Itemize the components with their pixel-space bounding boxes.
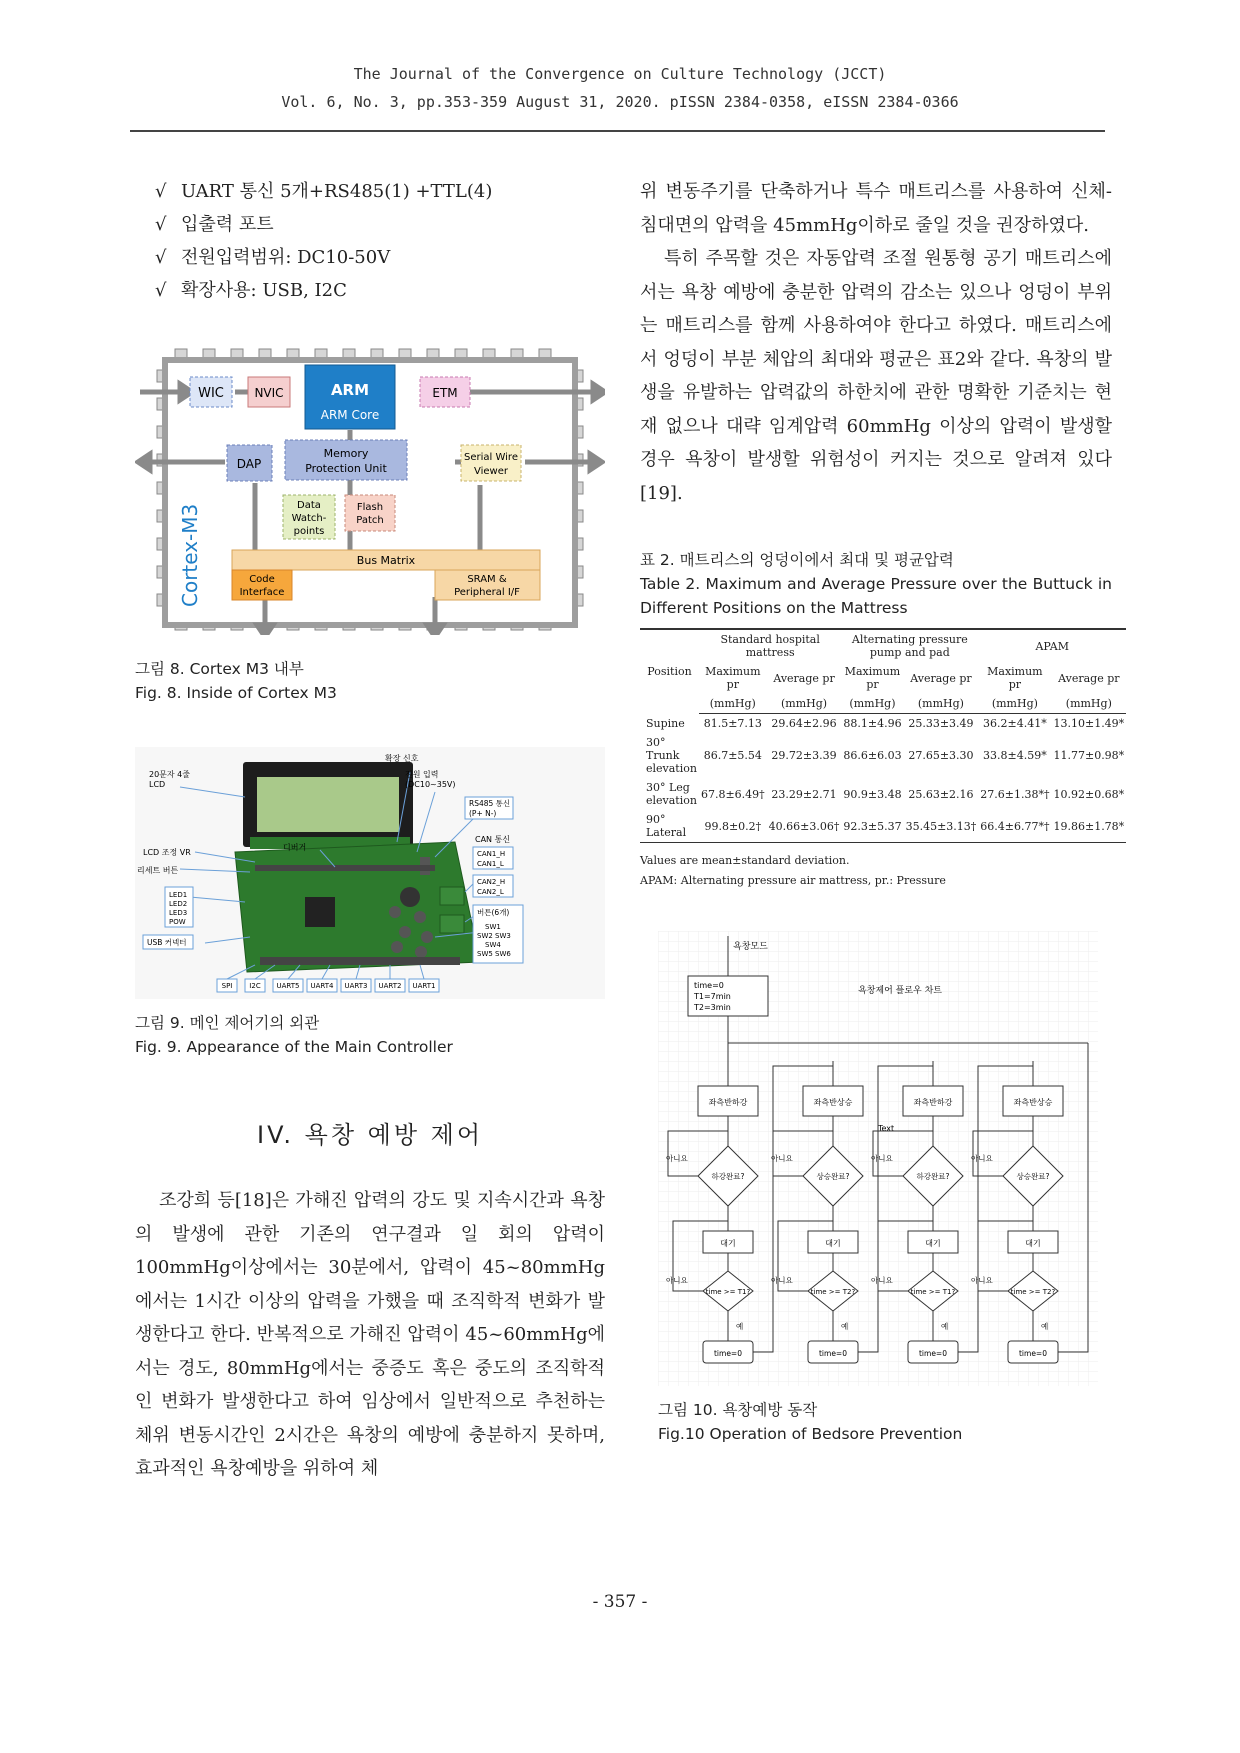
pressure-table: Position Standard hospital mattress Alternating pressure pump and pad APAM Maximum pr Average pr Maximum pr Average pr Maximum pr Average pr (mmHg) (mmHg) (mmHg) (mmHg) (mmHg) (mmHg) Supine 81.5±7.13 29.64±2.96 88.1±4.96 25.33±3.49 36.2±4.41* 13.10±1.49* 30° Trunk elevation 86.7±5.54 29.72±3.39 86.6±6.03 27.65±3.30 33.8±4.59* 11.77±0.98* 30° Leg elevation 67.8±6.49† 23.29±2.71 90.9±3.48 25.63±2.16 27.6±1.38*† 10.92±0.68* 90° Lateral 99.8±0.2† 40.66±3.06† 92.3±5.37 35.45±3.13† 66.4±6.77*† 19.86±1.78*	[640, 628, 1126, 843]
table-row: 30° Trunk elevation 86.7±5.54 29.72±3.39 86.6±6.03 27.65±3.30 33.8±4.59* 11.77±0.98*	[646, 736, 1125, 775]
svg-text:SW2 SW3: SW2 SW3	[477, 932, 511, 940]
svg-text:대기: 대기	[825, 1239, 841, 1248]
right-paragraph-1: 위 변동주기를 단축하거나 특수 매트리스를 사용하여 신체-침대면의 압력을 45mmHg이하로 줄일 것을 권장하였다.	[640, 181, 1112, 236]
svg-text:20문자 4줄: 20문자 4줄	[149, 770, 190, 779]
svg-text:Flash: Flash	[356, 502, 384, 513]
svg-text:DAP: DAP	[236, 457, 262, 471]
svg-text:아니요: 아니요	[771, 1276, 793, 1285]
svg-text:Protection Unit: Protection Unit	[305, 462, 387, 475]
svg-text:아니요: 아니요	[666, 1276, 688, 1285]
svg-text:Data: Data	[297, 500, 321, 511]
svg-text:time >= T2?: time >= T2?	[810, 1288, 856, 1296]
svg-text:(P+ N-): (P+ N-)	[469, 809, 497, 818]
svg-text:ETM: ETM	[432, 386, 458, 400]
cortex-m3-diagram	[135, 345, 605, 635]
svg-text:Bus Matrix: Bus Matrix	[356, 554, 416, 567]
svg-text:(DC10~35V): (DC10~35V)	[405, 780, 456, 789]
list-item: √ 전원입력범위: DC10-50V	[155, 247, 391, 268]
svg-text:POW: POW	[169, 918, 186, 926]
svg-text:time >= T1?: time >= T1?	[705, 1288, 751, 1296]
svg-text:디버거: 디버거	[283, 843, 307, 852]
svg-text:ARM Core: ARM Core	[320, 408, 380, 422]
list-item: √ UART 통신 5개+RS485(1) +TTL(4)	[155, 181, 493, 202]
right-column	[640, 175, 1125, 1446]
svg-text:Memory: Memory	[323, 447, 369, 460]
svg-text:LED1: LED1	[169, 891, 188, 899]
fig10-caption: 그림 10. 욕창예방 동작 Fig.10 Operation of Bedsore Prevention	[658, 1401, 963, 1443]
figure-10	[658, 931, 1112, 1386]
svg-text:time=0: time=0	[713, 1349, 743, 1358]
table-notes: Values are mean±standard deviation. APAM: Alternating pressure air mattress, pr.: Pressure	[640, 854, 946, 887]
svg-text:SW5 SW6: SW5 SW6	[477, 950, 511, 958]
svg-text:Interface: Interface	[239, 587, 285, 598]
svg-text:CAN 통신: CAN 통신	[475, 835, 511, 844]
fig9-caption: 그림 9. 메인 제어기의 외관 Fig. 9. Appearance of the Main Controller	[135, 1014, 453, 1056]
group-header: Standard hospital mattress	[699, 629, 841, 662]
svg-text:Code: Code	[249, 574, 275, 585]
svg-text:상승완료?: 상승완료?	[816, 1172, 850, 1181]
table2-caption: 표 2. 매트리스의 엉덩이에서 최대 및 평균압력 Table 2. Maximum and Average Pressure over the Buttuck in Different Positions on the Mattress	[640, 551, 1112, 617]
svg-text:T2=3min: T2=3min	[694, 1003, 731, 1012]
svg-text:ARM: ARM	[330, 381, 370, 399]
svg-text:time=0: time=0	[694, 981, 724, 990]
svg-text:좌측반하강: 좌측반하강	[708, 1098, 748, 1107]
left-paragraph: 조강희 등[18]은 가해진 압력의 강도 및 지속시간과 욕창의 발생에 관한 기존의 연구결과 일 회의 압력이 100mmHg이상에서는 30분에서, 압력이 45~80mmHg에서는 1시간 이상의 압력을 가했을 때 조직학적 변화가 발생한다고 한다. 반복적으로 가해진 압력이 45~60mmHg에서는 경도, 80mmHg에서는 중증도 혹은 중도의 조직학적인 변화가 발생한다고 하여 임상에서 일반적으로 추천하는 체위 변동시간인 2시간은 욕창의 예방에 충분하지 못하며, 효과적인 욕창예방을 위하여 체	[135, 1190, 605, 1479]
svg-text:Watch-: Watch-	[291, 513, 327, 524]
journal-title: The Journal of the Convergence on Culture Technology (JCCT)	[353, 65, 887, 83]
svg-text:아니요: 아니요	[666, 1154, 688, 1163]
svg-text:I2C: I2C	[249, 982, 261, 990]
group-header: Alternating pressure pump and pad	[841, 629, 978, 662]
svg-text:UART3: UART3	[344, 982, 368, 990]
svg-text:LCD: LCD	[149, 780, 166, 789]
svg-text:points: points	[293, 526, 325, 537]
svg-text:SW1: SW1	[485, 923, 501, 931]
svg-text:time >= T1?: time >= T1?	[910, 1288, 956, 1296]
page-number: - 357 -	[592, 1592, 648, 1612]
list-item: √ 입출력 포트	[155, 214, 274, 235]
svg-text:CAN2_H: CAN2_H	[477, 878, 506, 886]
svg-text:UART5: UART5	[276, 982, 300, 990]
svg-text:예: 예	[941, 1322, 949, 1331]
svg-text:Serial Wire: Serial Wire	[464, 452, 518, 463]
spec-list	[155, 175, 605, 307]
svg-text:예: 예	[841, 1322, 849, 1331]
figure-8	[135, 345, 605, 635]
svg-text:대기: 대기	[925, 1239, 941, 1248]
table-row: 90° Lateral 99.8±0.2† 40.66±3.06† 92.3±5.37 35.45±3.13† 66.4±6.77*† 19.86±1.78*	[640, 810, 1126, 843]
svg-text:SW4: SW4	[485, 941, 501, 949]
svg-text:LCD 조정 VR: LCD 조정 VR	[143, 848, 191, 857]
svg-text:UART2: UART2	[378, 982, 402, 990]
svg-text:욕창모드: 욕창모드	[733, 942, 768, 952]
pcb-board	[235, 842, 480, 972]
table-row: 30° Leg elevation 67.8±6.49† 23.29±2.71 90.9±3.48 25.63±2.16 27.6±1.38*† 10.92±0.68*	[646, 781, 1125, 807]
svg-text:전원 입력: 전원 입력	[405, 770, 439, 779]
svg-text:예: 예	[1041, 1322, 1049, 1331]
left-column	[135, 175, 605, 1486]
right-paragraph-2: 특히 주목할 것은 자동압력 조절 원통형 공기 매트리스에서는 욕창 예방에 충분한 압력의 감소는 있으나 엉덩이 부위는 매트리스를 함께 사용하여야 한다고 하였다. 매트리스에서 엉덩이 부분 체압의 최대와 평균은 표2와 같다. 욕창의 발생을 유발하는 압력값의 하한치에 관한 명확한 기준치는 현재 없으나 대략 임계압력 60mmHg 이상의 압력이 발생할 경우 욕창이 발생할 위험성이 커지는 것으로 알려져 있다[19].	[640, 248, 1112, 504]
svg-text:CAN2_L: CAN2_L	[477, 888, 504, 896]
svg-text:SRAM &: SRAM &	[467, 574, 507, 585]
position-header: Position	[640, 629, 699, 714]
svg-text:LED3: LED3	[169, 909, 188, 917]
svg-text:CAN1_H: CAN1_H	[477, 850, 506, 858]
svg-text:NVIC: NVIC	[254, 386, 284, 400]
main-controller-photo	[135, 747, 605, 999]
svg-text:아니요: 아니요	[971, 1276, 993, 1285]
svg-text:예: 예	[736, 1322, 744, 1331]
svg-text:Patch: Patch	[356, 515, 384, 526]
svg-text:리세트 버튼: 리세트 버튼	[137, 866, 179, 875]
svg-text:확장 신호: 확장 신호	[385, 754, 419, 763]
svg-text:Viewer: Viewer	[474, 466, 508, 477]
volume-info: Vol. 6, No. 3, pp.353-359 August 31, 2020. pISSN 2384-0358, eISSN 2384-0366	[281, 93, 959, 111]
svg-text:좌측반상승: 좌측반상승	[1013, 1098, 1053, 1107]
svg-text:아니요: 아니요	[771, 1154, 793, 1163]
svg-text:좌측반하강: 좌측반하강	[913, 1098, 953, 1107]
svg-text:하강완료?: 하강완료?	[711, 1172, 745, 1181]
svg-text:아니요: 아니요	[871, 1276, 893, 1285]
svg-text:Text: Text	[878, 1124, 895, 1133]
header-rule	[130, 130, 1105, 132]
svg-text:USB 커넥터: USB 커넥터	[147, 938, 187, 947]
section-title: IV. 욕창 예방 제어	[256, 1121, 484, 1149]
svg-text:time=0: time=0	[1018, 1349, 1048, 1358]
list-item: √ 확장사용: USB, I2C	[155, 280, 347, 301]
svg-text:욕창제어 플로우 차트: 욕창제어 플로우 차트	[858, 986, 942, 996]
svg-text:하강완료?: 하강완료?	[916, 1172, 950, 1181]
svg-text:WIC: WIC	[198, 386, 224, 401]
svg-text:UART1: UART1	[412, 982, 436, 990]
svg-text:time=0: time=0	[918, 1349, 948, 1358]
fig8-caption: 그림 8. Cortex M3 내부 Fig. 8. Inside of Cortex M3	[135, 660, 337, 702]
svg-text:time=0: time=0	[818, 1349, 848, 1358]
lcd-screen	[257, 777, 399, 832]
svg-text:CAN1_L: CAN1_L	[477, 860, 504, 868]
svg-text:T1=7min: T1=7min	[694, 992, 731, 1001]
table-row: Supine 81.5±7.13 29.64±2.96 88.1±4.96 25.33±3.49 36.2±4.41* 13.10±1.49*	[646, 716, 1125, 730]
svg-text:상승완료?: 상승완료?	[1016, 1172, 1050, 1181]
svg-text:아니요: 아니요	[971, 1154, 993, 1163]
running-header	[130, 60, 1110, 116]
figure-9	[135, 747, 605, 999]
svg-text:아니요: 아니요	[871, 1154, 893, 1163]
svg-text:버튼(6개): 버튼(6개)	[477, 908, 510, 917]
svg-text:대기: 대기	[1025, 1239, 1041, 1248]
svg-text:SPI: SPI	[221, 982, 233, 990]
group-header: APAM	[978, 629, 1126, 662]
svg-text:좌측반상승: 좌측반상승	[813, 1098, 853, 1107]
cortex-m3-label: Cortex-M3	[178, 503, 202, 607]
svg-text:RS485 통신: RS485 통신	[469, 799, 511, 808]
svg-text:대기: 대기	[720, 1239, 736, 1248]
svg-text:UART4: UART4	[310, 982, 334, 990]
svg-text:LED2: LED2	[169, 900, 188, 908]
svg-text:Peripheral I/F: Peripheral I/F	[454, 587, 520, 598]
svg-text:time >= T2?: time >= T2?	[1010, 1288, 1056, 1296]
bedsore-flowchart	[658, 931, 1098, 1386]
